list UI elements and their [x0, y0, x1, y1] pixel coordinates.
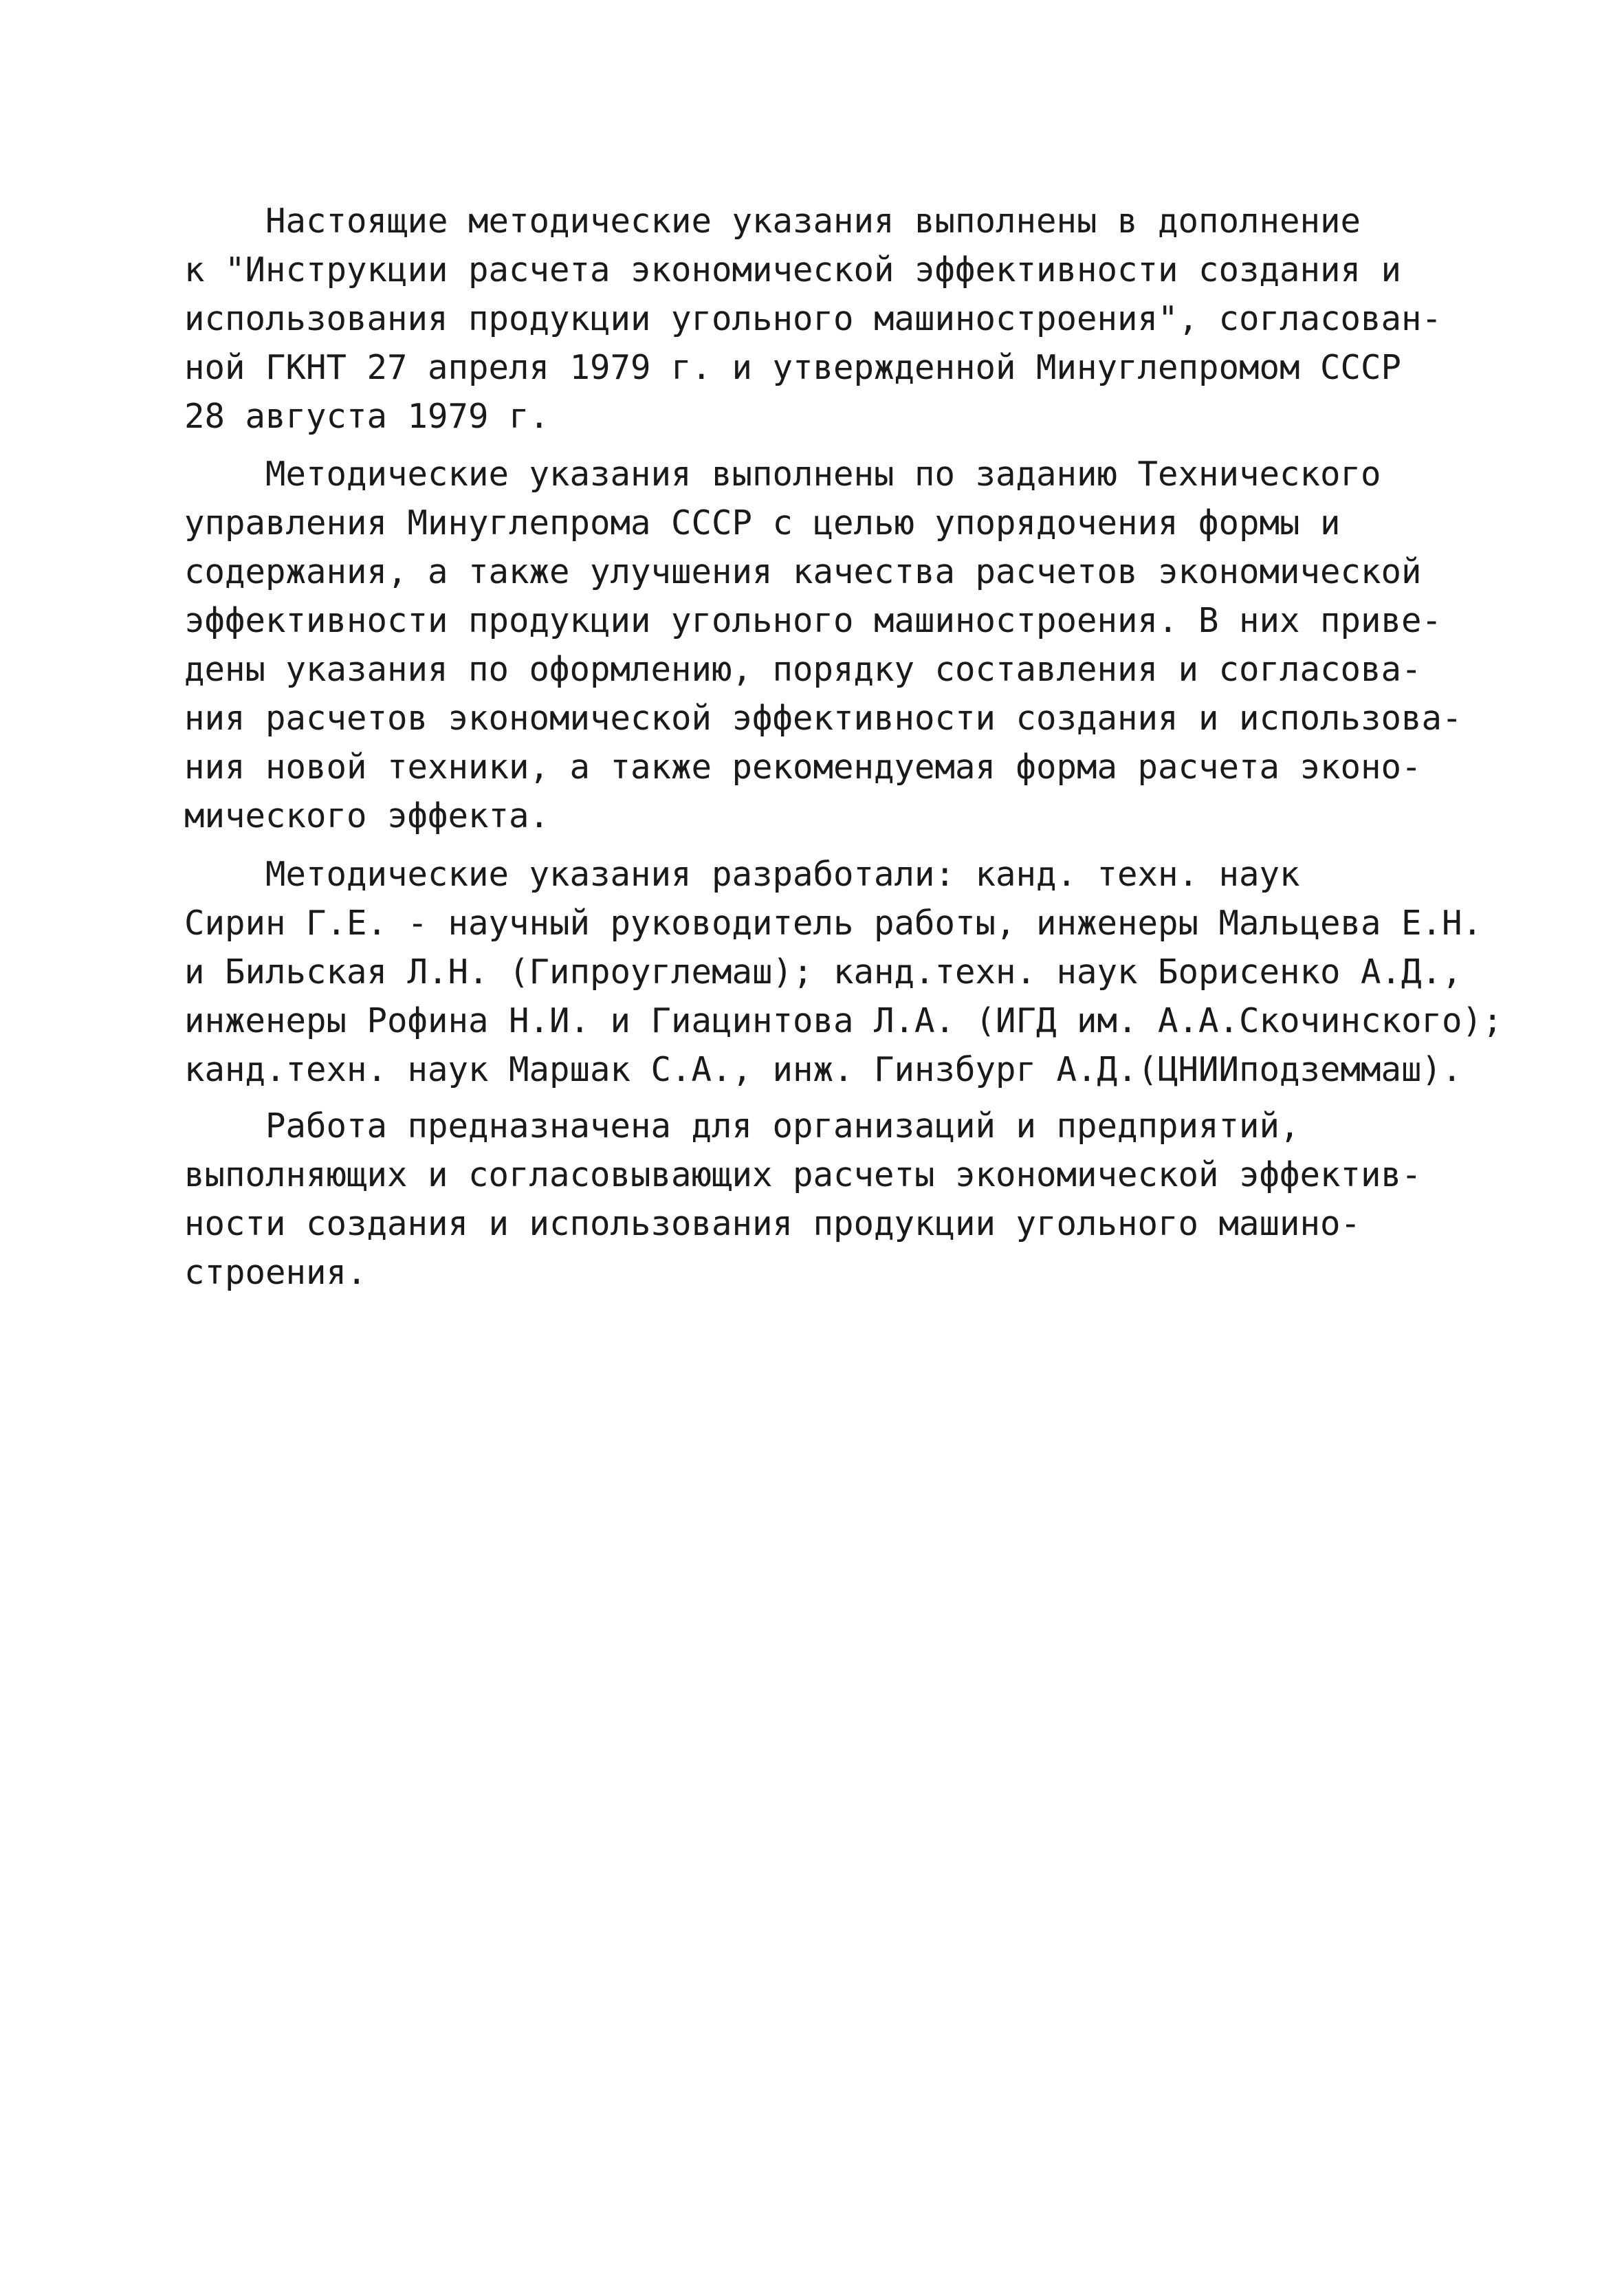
text-line: использования продукции угольного машиностроения", согласован-	[184, 299, 1442, 338]
paragraph-purpose	[184, 450, 1462, 840]
paragraph-authors	[184, 850, 1503, 1094]
text-line: и Бильская Л.Н. (Гипроуглемаш); канд.техн. наук Борисенко А.Д.,	[184, 952, 1462, 992]
text-line: ной ГКНТ 27 апреля 1979 г. и утвержденной Минуглепромом СССР	[184, 348, 1402, 387]
text-line: строения.	[184, 1253, 367, 1292]
text-line: Сирин Г.Е. - научный руководитель работы, инженеры Мальцева Е.Н.	[184, 904, 1483, 943]
text-line: ния новой техники, а также рекомендуемая форма расчета эконо-	[184, 747, 1422, 787]
text-line: эффективности продукции угольного машиностроения. В них приве-	[184, 601, 1442, 640]
paragraph-audience	[184, 1102, 1456, 1297]
text-line: дены указания по оформлению, порядку составления и согласова-	[184, 650, 1422, 689]
text-line: Методические указания выполнены по заданию Технического	[184, 455, 1381, 494]
text-line: 28 августа 1979 г.	[184, 397, 550, 436]
text-line: к "Инструкции расчета экономической эффективности создания и	[184, 250, 1402, 289]
text-line: Настоящие методические указания выполнены в дополнение	[184, 201, 1361, 241]
text-line: инженеры Рофина Н.И. и Гиацинтова Л.А. (ИГД им. А.А.Скочинского);	[184, 1001, 1503, 1040]
text-line: Методические указания разработали: канд. техн. наук	[184, 855, 1300, 894]
text-line: Работа предназначена для организаций и предприятий,	[184, 1106, 1300, 1146]
text-line: ния расчетов экономической эффективности создания и использова-	[184, 699, 1462, 738]
text-line: содержания, а также улучшения качества расчетов экономической	[184, 552, 1422, 591]
text-line: канд.техн. наук Маршак С.А., инж. Гинзбург А.Д.(ЦНИИподземмаш).	[184, 1050, 1462, 1089]
text-line: управления Минуглепрома СССР с целью упорядочения формы и	[184, 503, 1341, 543]
paragraph-intro	[184, 197, 1456, 441]
text-line: выполняющих и согласовывающих расчеты экономической эффектив-	[184, 1155, 1422, 1194]
text-line: ности создания и использования продукции угольного машино-	[184, 1204, 1361, 1243]
text-line: мического эффекта.	[184, 796, 550, 835]
